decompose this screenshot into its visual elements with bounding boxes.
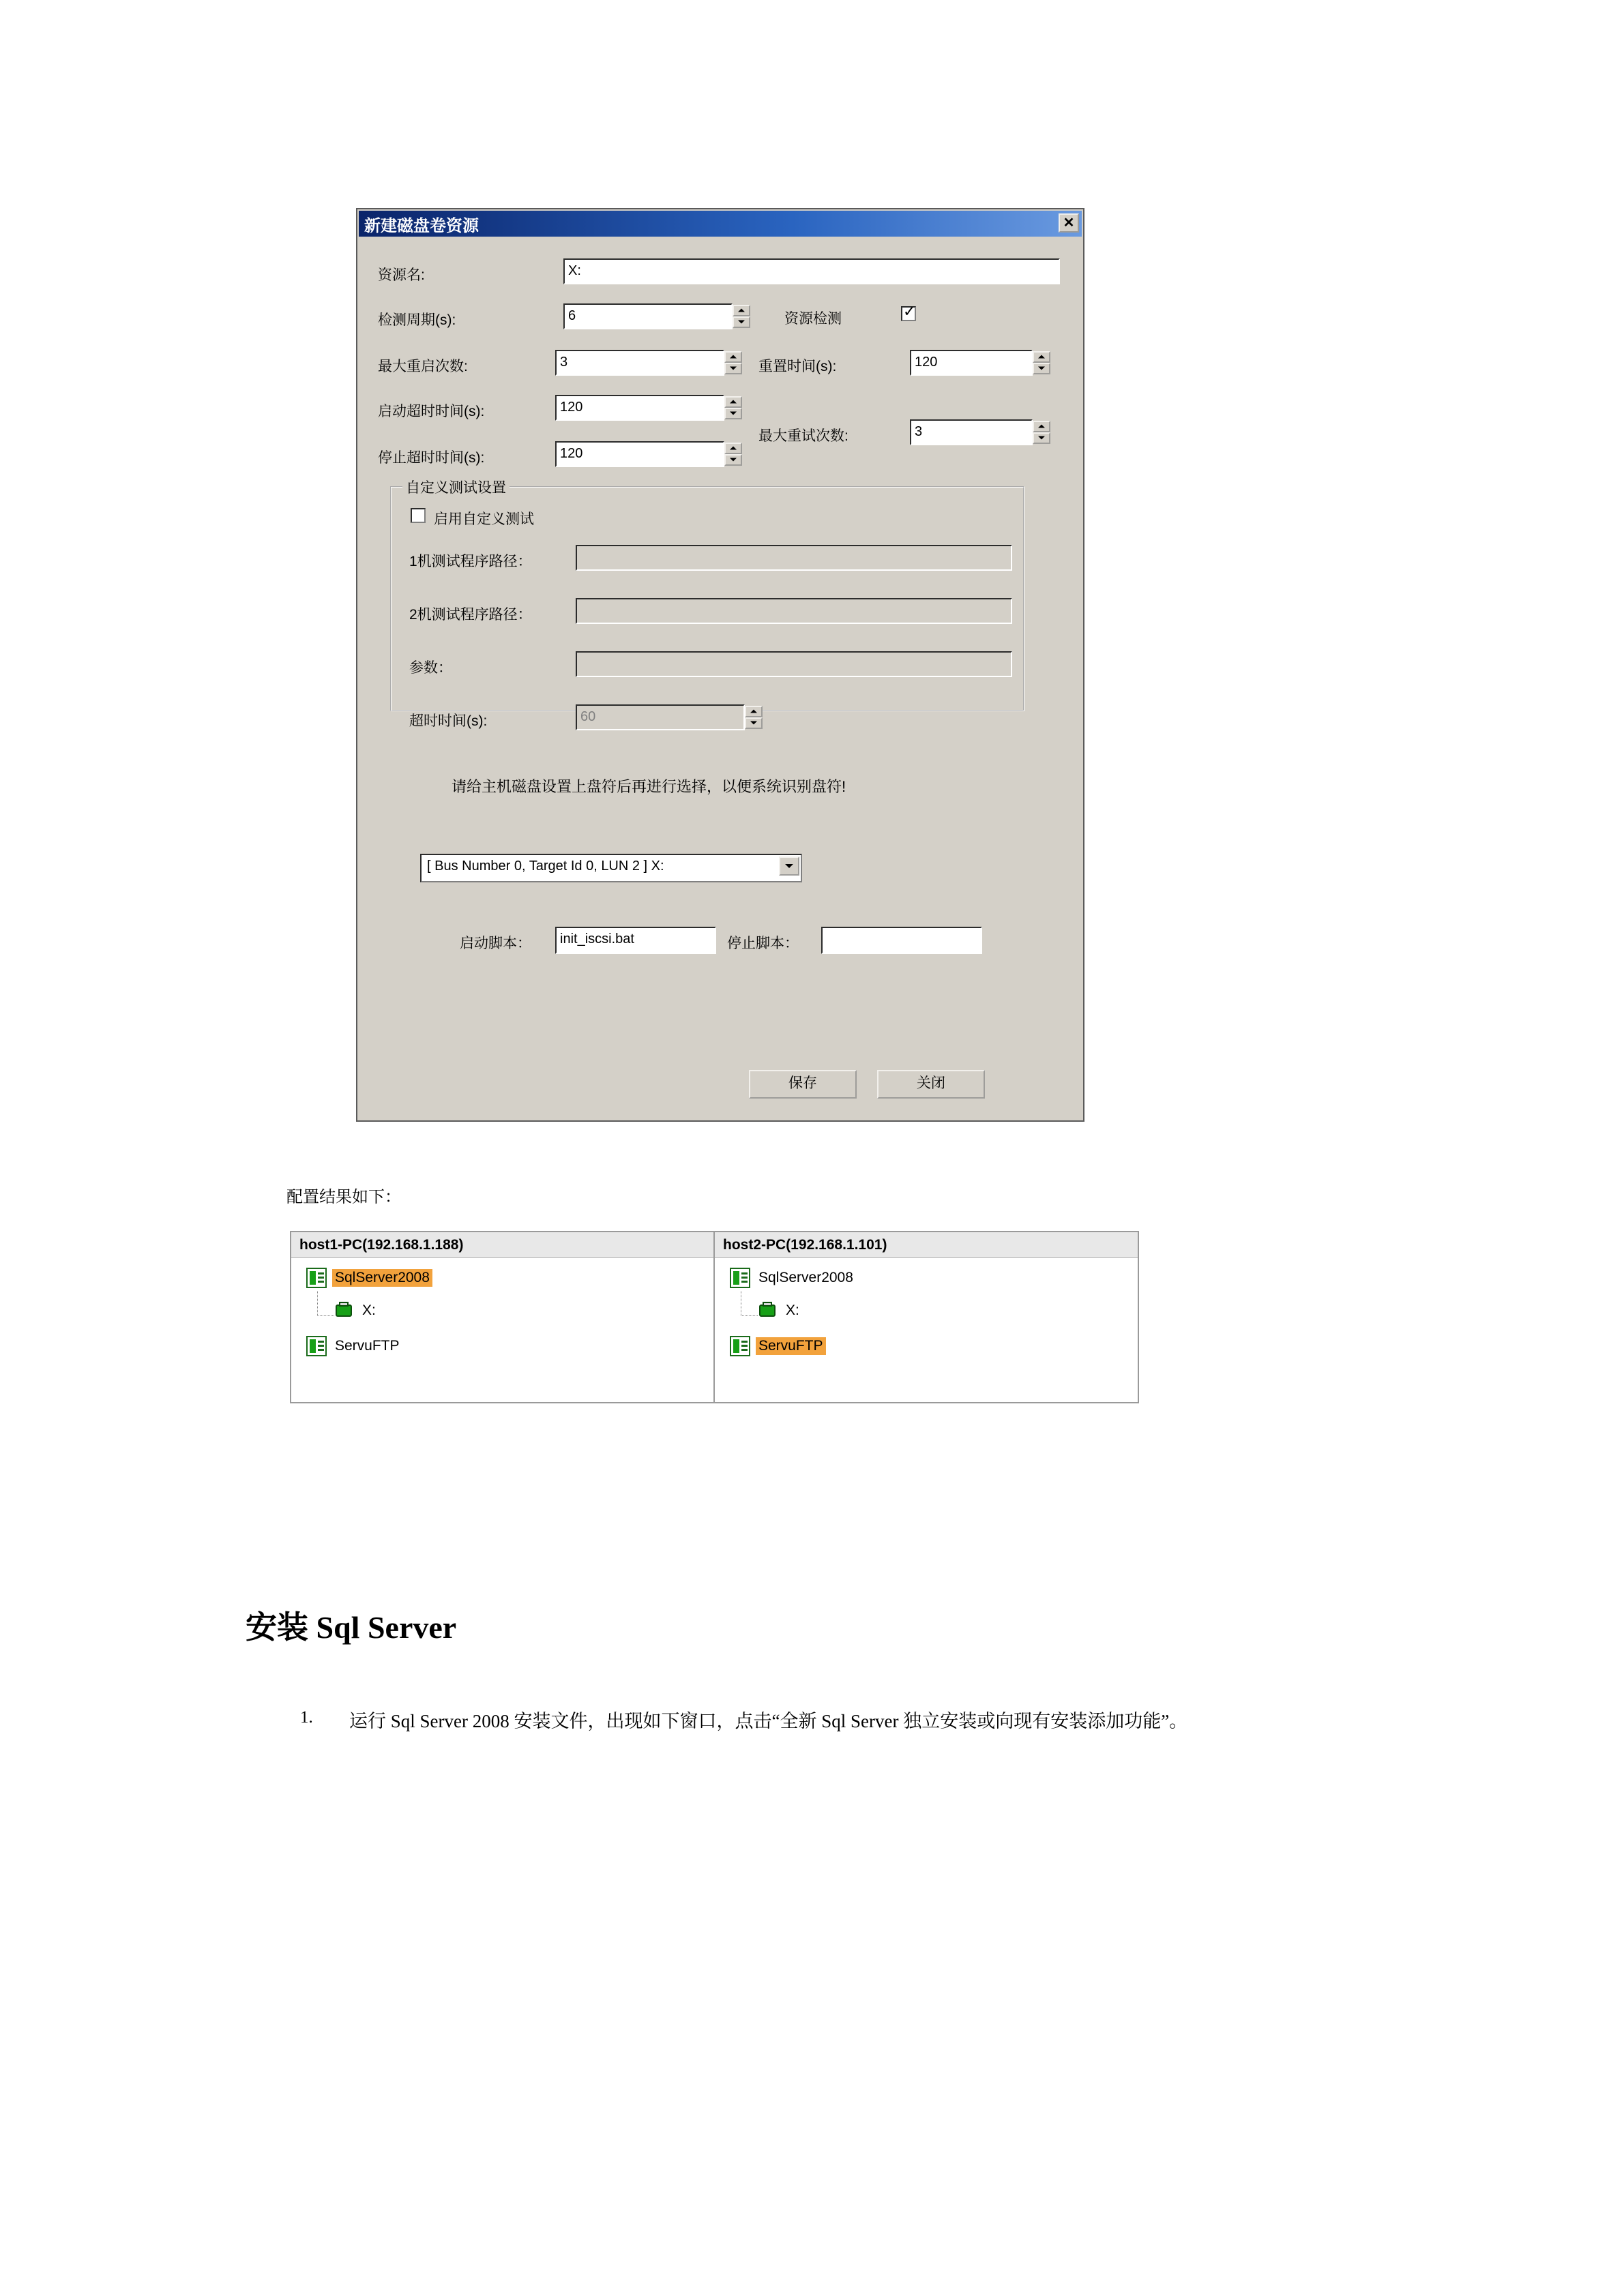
spinner-up-icon[interactable]: [733, 305, 750, 316]
disk-icon: [757, 1300, 778, 1321]
list-item[interactable]: [334, 1300, 379, 1321]
start-timeout-label: 启动超时时间(s):: [378, 404, 485, 419]
spinner-up-icon[interactable]: [1033, 421, 1050, 432]
list-item-text: 运行 Sql Server 2008 安装文件，出现如下窗口，点击“全新 Sql Server 独立安装或向现有安装添加功能”。: [349, 1711, 1188, 1731]
cluster-tree-panel: [290, 1231, 1139, 1403]
tree-connector: [317, 1291, 334, 1316]
resource-name-input[interactable]: X:: [563, 258, 1060, 284]
spinner-up-icon[interactable]: [1033, 351, 1050, 363]
spinner-up-icon[interactable]: [724, 443, 742, 454]
max-retry-label: 最大重试次数:: [758, 428, 848, 444]
disk-select-combo[interactable]: [420, 854, 802, 882]
host1-header: host1-PC(192.168.1.188): [291, 1232, 713, 1258]
server-icon: [306, 1336, 327, 1356]
list-item[interactable]: [306, 1336, 402, 1356]
custom-timeout-input[interactable]: 60: [576, 704, 745, 730]
list-item[interactable]: [730, 1336, 826, 1356]
list-item[interactable]: [730, 1268, 856, 1288]
max-retry-spinner[interactable]: [1033, 421, 1050, 444]
spinner-down-icon[interactable]: [724, 363, 742, 374]
list-item-label: ServuFTP: [335, 1338, 400, 1354]
list-item-label: X:: [786, 1302, 799, 1318]
resource-check-checkbox[interactable]: [901, 306, 916, 321]
chevron-down-icon[interactable]: [779, 856, 799, 876]
start-timeout-input[interactable]: 120: [555, 395, 724, 421]
stop-timeout-spinner[interactable]: [724, 443, 742, 466]
host2-column: [715, 1232, 1138, 1402]
params-label: 参数：: [409, 660, 452, 676]
stop-timeout-input[interactable]: 120: [555, 441, 724, 467]
max-restart-label: 最大重启次数:: [378, 359, 468, 374]
test-path1-input[interactable]: [576, 545, 1012, 571]
spinner-down-icon[interactable]: [1033, 363, 1050, 374]
disk-hint-text: 请给主机磁盘设置上盘符后再进行选择，以便系统识别盘符!: [452, 778, 846, 795]
list-item[interactable]: [306, 1268, 432, 1288]
host2-tree: [715, 1258, 1138, 1402]
save-button[interactable]: 保存: [749, 1070, 857, 1099]
result-caption: 配置结果如下：: [286, 1189, 401, 1206]
custom-timeout-spinner[interactable]: [745, 706, 763, 729]
disk-select-value: [ Bus Number 0, Target Id 0, LUN 2 ] X:: [427, 859, 664, 874]
enable-custom-test-label: 启用自定义测试: [434, 511, 534, 527]
start-timeout-spinner[interactable]: [724, 396, 742, 419]
page-title: 安装 Sql Server: [246, 1610, 457, 1645]
close-button[interactable]: 关闭: [877, 1070, 985, 1099]
test-path2-label: 2机测试程序路径：: [409, 607, 532, 623]
reset-time-label: 重置时间(s):: [758, 359, 837, 374]
new-disk-volume-resource-dialog: [356, 208, 1084, 1122]
reset-time-input[interactable]: 120: [910, 350, 1033, 376]
spinner-up-icon[interactable]: [724, 351, 742, 363]
host2-header: host2-PC(192.168.1.101): [715, 1232, 1138, 1258]
stop-timeout-label: 停止超时时间(s):: [378, 450, 485, 466]
test-path2-input[interactable]: [576, 598, 1012, 624]
list-item-number: 1.: [300, 1708, 313, 1727]
dialog-title: 新建磁盘卷资源: [364, 216, 479, 235]
spinner-down-icon[interactable]: [733, 316, 750, 328]
list-item[interactable]: [757, 1300, 802, 1321]
spinner-down-icon[interactable]: [724, 408, 742, 419]
spinner-up-icon[interactable]: [724, 396, 742, 408]
max-restart-input[interactable]: 3: [555, 350, 724, 376]
enable-custom-test-checkbox[interactable]: [411, 508, 426, 523]
resource-name-label: 资源名:: [378, 267, 425, 283]
list-item-label: SqlServer2008: [332, 1269, 432, 1287]
reset-time-spinner[interactable]: [1033, 351, 1050, 374]
close-icon[interactable]: ✕: [1059, 213, 1079, 233]
host1-column: [291, 1232, 715, 1402]
spinner-up-icon[interactable]: [745, 706, 763, 717]
start-script-label: 启动脚本：: [460, 936, 531, 951]
test-path1-label: 1机测试程序路径：: [409, 554, 532, 569]
server-icon: [306, 1268, 327, 1288]
stop-script-input[interactable]: [821, 927, 982, 954]
max-restart-spinner[interactable]: [724, 351, 742, 374]
max-retry-input[interactable]: 3: [910, 419, 1033, 445]
disk-icon: [334, 1300, 354, 1321]
resource-check-label: 资源检测: [784, 311, 842, 327]
start-script-input[interactable]: init_iscsi.bat: [555, 927, 716, 954]
tree-connector: [741, 1291, 758, 1316]
server-icon: [730, 1268, 750, 1288]
spinner-down-icon[interactable]: [724, 454, 742, 466]
server-icon: [730, 1336, 750, 1356]
list-item-label: ServuFTP: [756, 1337, 826, 1355]
custom-timeout-label: 超时时间(s):: [409, 713, 488, 729]
params-input[interactable]: [576, 651, 1012, 677]
custom-test-group-title: 自定义测试设置: [402, 477, 510, 497]
dialog-titlebar: [359, 211, 1082, 237]
list-item-label: X:: [362, 1302, 376, 1318]
host1-tree: [291, 1258, 713, 1402]
check-period-label: 检测周期(s):: [378, 312, 456, 328]
spinner-down-icon[interactable]: [745, 717, 763, 729]
dialog-body: [359, 237, 1082, 1120]
stop-script-label: 停止脚本：: [727, 936, 799, 951]
check-period-spinner[interactable]: [733, 305, 750, 328]
spinner-down-icon[interactable]: [1033, 432, 1050, 444]
check-period-input[interactable]: 6: [563, 303, 733, 329]
list-item-label: SqlServer2008: [758, 1270, 853, 1285]
